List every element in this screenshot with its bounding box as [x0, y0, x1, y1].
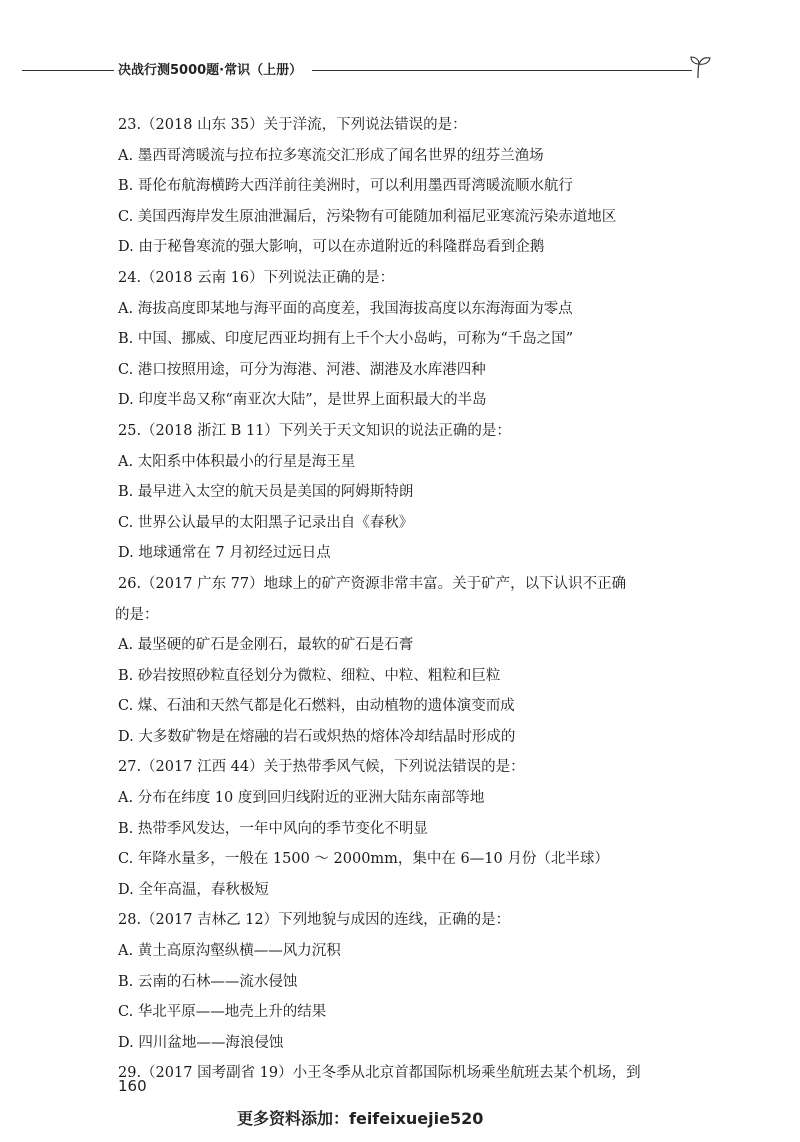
answer-option: C. 年降水量多，一般在 1500 ～ 2000mm，集中在 6—10 月份（北半球） [118, 851, 609, 868]
answer-option: B. 云南的石林——流水侵蚀 [118, 973, 298, 990]
question-stem: 27.（2017 江西 44）关于热带季风气候，下列说法错误的是： [118, 759, 525, 776]
answer-option: A. 墨西哥湾暖流与拉布拉多寒流交汇形成了闻名世界的纽芬兰渔场 [118, 147, 544, 164]
answer-option: C. 美国西海岸发生原油泄漏后，污染物有可能随加利福尼亚寒流污染赤道地区 [118, 208, 617, 225]
question-block [115, 569, 718, 753]
answer-option: B. 中国、挪威、印度尼西亚均拥有上千个大小岛屿，可称为“千岛之国” [118, 331, 574, 348]
page-header [0, 52, 800, 92]
sprout-icon [686, 52, 714, 80]
question-block [118, 752, 718, 905]
page-number: 160 [118, 1077, 147, 1095]
question-stem: 26.（2017 广东 77）地球上的矿产资源非常丰富。关于矿产，以下认识不正确 [118, 575, 627, 592]
question-list [115, 110, 718, 1089]
footer-contact-note: 更多资料添加：feifeixuejie520 [237, 1109, 484, 1128]
question-block [118, 263, 718, 416]
question-block [118, 110, 718, 263]
question-stem: 28.（2017 吉林乙 12）下列地貌与成因的连线，正确的是： [118, 912, 511, 929]
answer-option: B. 热带季风发达，一年中风向的季节变化不明显 [118, 820, 428, 837]
answer-option: A. 海拔高度即某地与海平面的高度差，我国海拔高度以东海海面为零点 [118, 300, 573, 317]
answer-option: A. 黄土高原沟壑纵横——风力沉积 [118, 943, 341, 960]
question-block [118, 1058, 718, 1089]
answer-option: D. 由于秘鲁寒流的强大影响，可以在赤道附近的科隆群岛看到企鹅 [118, 239, 545, 256]
answer-option: B. 最早进入太空的航天员是美国的阿姆斯特朗 [118, 484, 414, 501]
answer-option: C. 港口按照用途，可分为海港、河港、湖港及水库港四种 [118, 361, 486, 378]
question-stem-continuation: 的是： [115, 606, 159, 623]
header-rule-right [312, 70, 692, 71]
answer-option: B. 哥伦布航海横跨大西洋前往美洲时，可以利用墨西哥湾暖流顺水航行 [118, 178, 573, 195]
answer-option: A. 太阳系中体积最小的行星是海王星 [118, 453, 356, 470]
book-title: 决战行测5000题·常识（上册） [118, 63, 303, 78]
question-block [118, 416, 718, 569]
answer-option: C. 煤、石油和天然气都是化石燃料，由动植物的遗体演变而成 [118, 698, 515, 715]
question-stem: 23.（2018 山东 35）关于洋流，下列说法错误的是： [118, 117, 467, 133]
question-stem: 29.（2017 国考副省 19）小王冬季从北京首都国际机场乘坐航班去某个机场，到 [118, 1065, 641, 1082]
answer-option: C. 世界公认最早的太阳黑子记录出自《春秋》 [118, 514, 414, 531]
answer-option: B. 砂岩按照砂粒直径划分为微粒、细粒、中粒、粗粒和巨粒 [118, 667, 501, 684]
question-block [118, 905, 718, 1058]
answer-option: D. 地球通常在 7 月初经过远日点 [118, 545, 331, 562]
answer-option: D. 大多数矿物是在熔融的岩石或炽热的熔体冷却结晶时形成的 [118, 728, 516, 745]
answer-option: C. 华北平原——地壳上升的结果 [118, 1004, 327, 1021]
answer-option: D. 四川盆地——海浪侵蚀 [118, 1034, 284, 1051]
answer-option: D. 印度半岛又称“南亚次大陆”，是世界上面积最大的半岛 [118, 392, 487, 409]
answer-option: A. 最坚硬的矿石是金刚石，最软的矿石是石膏 [118, 637, 414, 654]
header-rule-left [22, 70, 114, 71]
question-stem: 24.（2018 云南 16）下列说法正确的是： [118, 269, 395, 286]
question-stem: 25.（2018 浙江 B 11）下列关于天文知识的说法正确的是： [118, 422, 511, 439]
answer-option: A. 分布在纬度 10 度到回归线附近的亚洲大陆东南部等地 [118, 790, 485, 807]
answer-option: D. 全年高温，春秋极短 [118, 881, 269, 898]
